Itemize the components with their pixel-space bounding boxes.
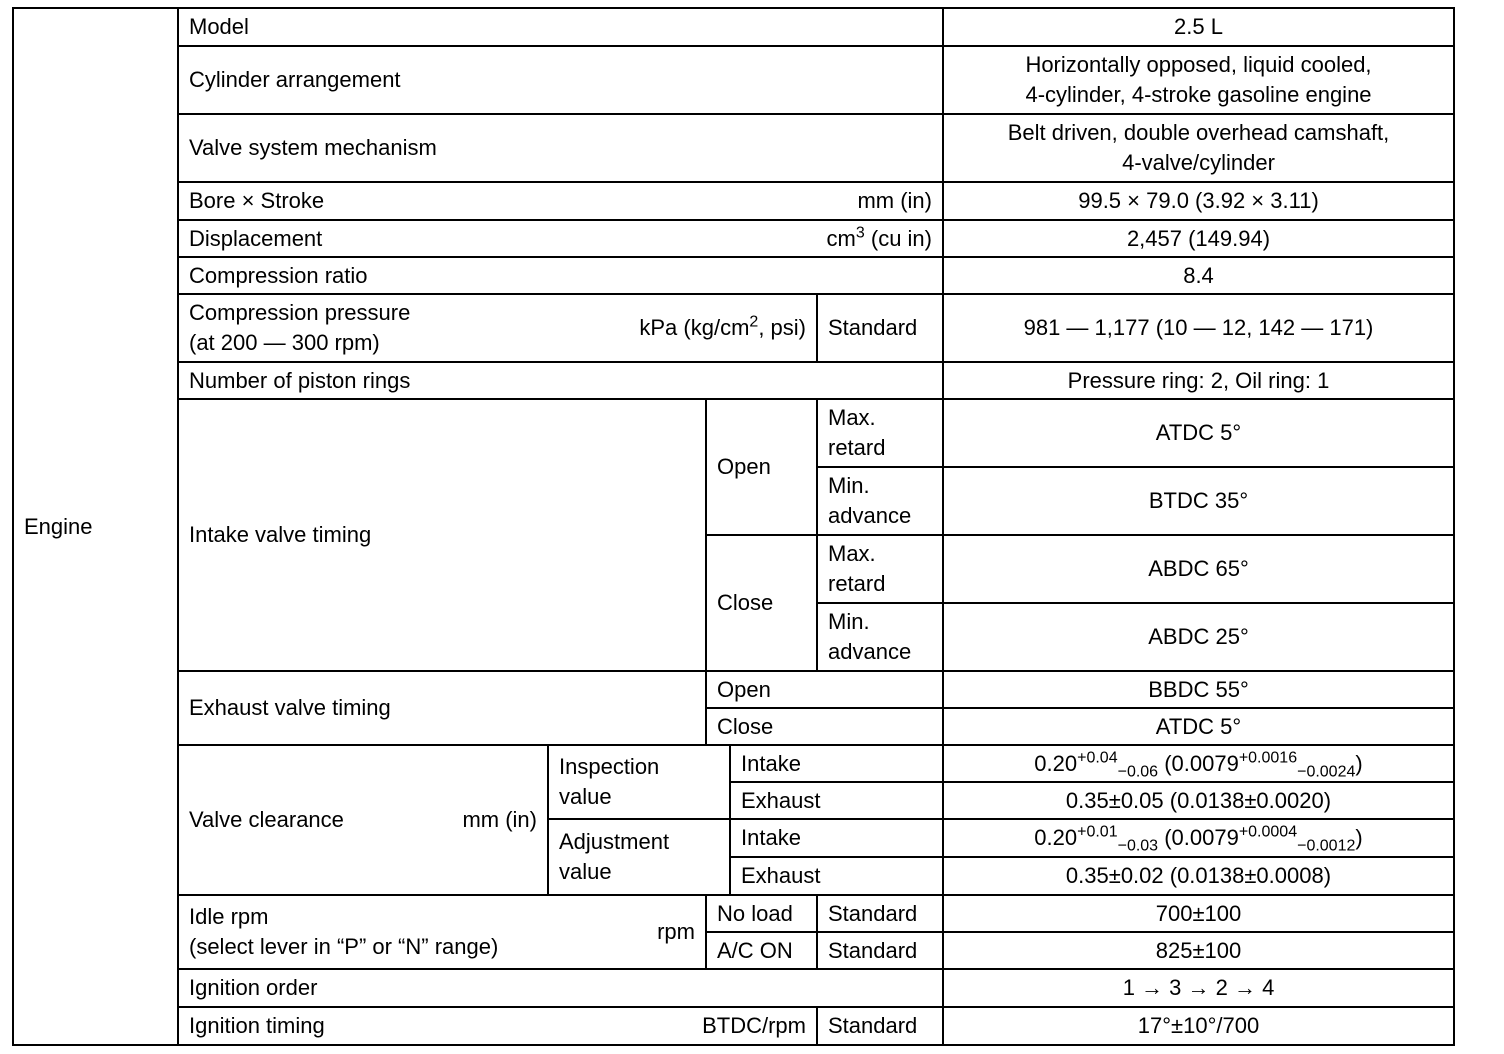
compression-pressure-label (189, 298, 410, 358)
insp-exhaust-value: 0.35±0.05 (0.0138±0.0020) (943, 782, 1454, 819)
displacement-unit-sup: 3 (855, 224, 865, 242)
insp-intake-sub: −0.06 (1117, 762, 1159, 780)
idle-rpm-unit: rpm (657, 919, 695, 944)
intake-close-label: Close (706, 535, 817, 671)
intake-close-max-label (817, 535, 943, 603)
intake-close-min-value: ABDC 25° (943, 603, 1454, 671)
intake-close-min-l1: Min. (828, 609, 870, 634)
ignition-order-label: Ignition order (178, 969, 943, 1007)
compression-ratio-value: 8.4 (943, 257, 1454, 294)
row-compression-ratio (13, 257, 1454, 294)
insp-intake-end: ) (1355, 750, 1363, 776)
idle-ac-on-label: A/C ON (706, 932, 817, 969)
insp-intake-sup: +0.04 (1077, 749, 1118, 767)
row-model (13, 8, 1454, 46)
row-idle-no-load (13, 895, 1454, 932)
adj-intake-sub2: −0.0012 (1297, 837, 1356, 855)
cylinder-value-line2: 4-cylinder, 4-stroke gasoline engine (1025, 82, 1372, 107)
intake-open-max-value: ATDC 5° (943, 399, 1454, 467)
valve-system-value-line2: 4-valve/cylinder (1122, 150, 1275, 175)
intake-close-min-l2: advance (828, 639, 912, 664)
valve-system-value (943, 114, 1454, 182)
row-clearance-insp-intake (13, 745, 1454, 782)
inspection-value-label (548, 745, 730, 819)
row-ignition-timing (13, 1007, 1454, 1045)
row-bore (13, 182, 1454, 220)
ignition-timing-label-cell (178, 1007, 817, 1045)
engine-spec-table (12, 7, 1455, 1046)
insp-intake-base: 0.20 (1034, 750, 1078, 776)
idle-no-load-value: 700±100 (943, 895, 1454, 932)
compression-ratio-label: Compression ratio (178, 257, 943, 294)
bore-label-cell (178, 182, 943, 220)
exhaust-timing-label: Exhaust valve timing (178, 671, 706, 745)
intake-open-max-l2: retard (828, 435, 886, 460)
intake-close-max-value: ABDC 65° (943, 535, 1454, 603)
compression-pressure-unit-pre: kPa (kg/cm (639, 315, 750, 340)
row-displacement (13, 220, 1454, 257)
model-value: 2.5 L (943, 8, 1454, 46)
adj-intake-sup2: +0.0004 (1238, 823, 1298, 841)
cylinder-value-line1: Horizontally opposed, liquid cooled, (1025, 52, 1372, 77)
piston-rings-label: Number of piston rings (178, 362, 943, 399)
ignition-timing-value: 17°±10°/700 (943, 1007, 1454, 1045)
insp-intake-sub2: −0.0024 (1297, 762, 1356, 780)
intake-open-label: Open (706, 399, 817, 535)
adjustment-l2: value (559, 859, 612, 884)
valve-clearance-label-cell (178, 745, 548, 895)
displacement-value: 2,457 (149.94) (943, 220, 1454, 257)
adjustment-value-label (548, 819, 730, 895)
row-exhaust-open (13, 671, 1454, 708)
intake-open-min-l1: Min. (828, 473, 870, 498)
compression-pressure-label-line1: Compression pressure (189, 300, 411, 325)
adjustment-l1: Adjustment (559, 829, 670, 854)
row-piston-rings (13, 362, 1454, 399)
idle-no-load-standard: Standard (817, 895, 943, 932)
displacement-label-cell (178, 220, 943, 257)
compression-pressure-unit-sup: 2 (749, 313, 759, 331)
inspection-l1: Inspection (559, 754, 660, 779)
valve-system-label: Valve system mechanism (178, 114, 943, 182)
idle-rpm-label-line1: Idle rpm (189, 904, 269, 929)
intake-close-max-l1: Max. (828, 541, 876, 566)
intake-open-min-label (817, 467, 943, 535)
row-compression-pressure (13, 294, 1454, 362)
insp-exhaust-label: Exhaust (730, 782, 943, 819)
adj-exhaust-label: Exhaust (730, 857, 943, 895)
adj-intake-label: Intake (730, 819, 943, 857)
idle-rpm-label (189, 902, 498, 962)
exhaust-open-label: Open (706, 671, 943, 708)
valve-clearance-label: Valve clearance (189, 807, 344, 832)
compression-pressure-label-line2: (at 200 — 300 rpm) (189, 330, 380, 355)
adj-intake-sub: −0.03 (1117, 837, 1159, 855)
intake-open-min-l2: advance (828, 503, 912, 528)
exhaust-close-label: Close (706, 708, 943, 745)
intake-open-min-value: BTDC 35° (943, 467, 1454, 535)
compression-pressure-condition: Standard (817, 294, 943, 362)
exhaust-close-value: ATDC 5° (943, 708, 1454, 745)
compression-pressure-unit (639, 313, 806, 343)
adj-intake-base: 0.20 (1034, 825, 1078, 850)
valve-system-value-line1: Belt driven, double overhead camshaft, (1007, 120, 1390, 145)
model-label: Model (178, 8, 943, 46)
engine-label: Engine (24, 513, 93, 539)
exhaust-open-value: BBDC 55° (943, 671, 1454, 708)
intake-open-max-l1: Max. (828, 405, 876, 430)
ignition-timing-label: Ignition timing (189, 1013, 325, 1038)
compression-pressure-label-cell (178, 294, 817, 362)
displacement-unit-post: (cu in) (864, 225, 932, 251)
ignition-timing-unit: BTDC/rpm (702, 1013, 806, 1038)
adj-intake-end: ) (1355, 825, 1363, 850)
adj-exhaust-value: 0.35±0.02 (0.0138±0.0008) (943, 857, 1454, 895)
insp-intake-value (943, 745, 1454, 782)
adj-intake-sup: +0.01 (1077, 823, 1118, 841)
idle-ac-on-standard: Standard (817, 932, 943, 969)
cylinder-value (943, 46, 1454, 114)
compression-pressure-unit-post: , psi) (758, 315, 806, 340)
compression-pressure-value: 981 — 1,177 (10 — 12, 142 — 171) (943, 294, 1454, 362)
idle-no-load-label: No load (706, 895, 817, 932)
cylinder-label: Cylinder arrangement (178, 46, 943, 114)
piston-rings-value: Pressure ring: 2, Oil ring: 1 (943, 362, 1454, 399)
adj-intake-mid: (0.0079 (1158, 825, 1239, 850)
engine-section-label (13, 8, 178, 1045)
row-cylinder (13, 46, 1454, 114)
inspection-l2: value (559, 784, 612, 809)
ignition-timing-condition: Standard (817, 1007, 943, 1045)
row-intake-open-max (13, 399, 1454, 467)
bore-unit: mm (in) (857, 188, 932, 213)
bore-label: Bore × Stroke (189, 188, 325, 213)
ignition-order-value: 1 → 3 → 2 → 4 (943, 969, 1454, 1007)
adj-intake-value (943, 819, 1454, 857)
intake-timing-label: Intake valve timing (178, 399, 706, 671)
insp-intake-label: Intake (730, 745, 943, 782)
row-valve-system (13, 114, 1454, 182)
displacement-label: Displacement (189, 225, 323, 251)
idle-ac-on-value: 825±100 (943, 932, 1454, 969)
intake-close-max-l2: retard (828, 571, 886, 596)
intake-open-max-label (817, 399, 943, 467)
intake-close-min-label (817, 603, 943, 671)
valve-clearance-unit: mm (in) (462, 807, 537, 832)
bore-value: 99.5 × 79.0 (3.92 × 3.11) (943, 182, 1454, 220)
insp-intake-sup2: +0.0016 (1238, 749, 1298, 767)
idle-rpm-label-line2: (select lever in “P” or “N” range) (189, 934, 499, 959)
displacement-unit-pre: cm (826, 225, 856, 251)
insp-intake-mid: (0.0079 (1158, 750, 1239, 776)
displacement-unit (827, 224, 932, 254)
row-ignition-order (13, 969, 1454, 1007)
idle-rpm-label-cell (178, 895, 706, 969)
